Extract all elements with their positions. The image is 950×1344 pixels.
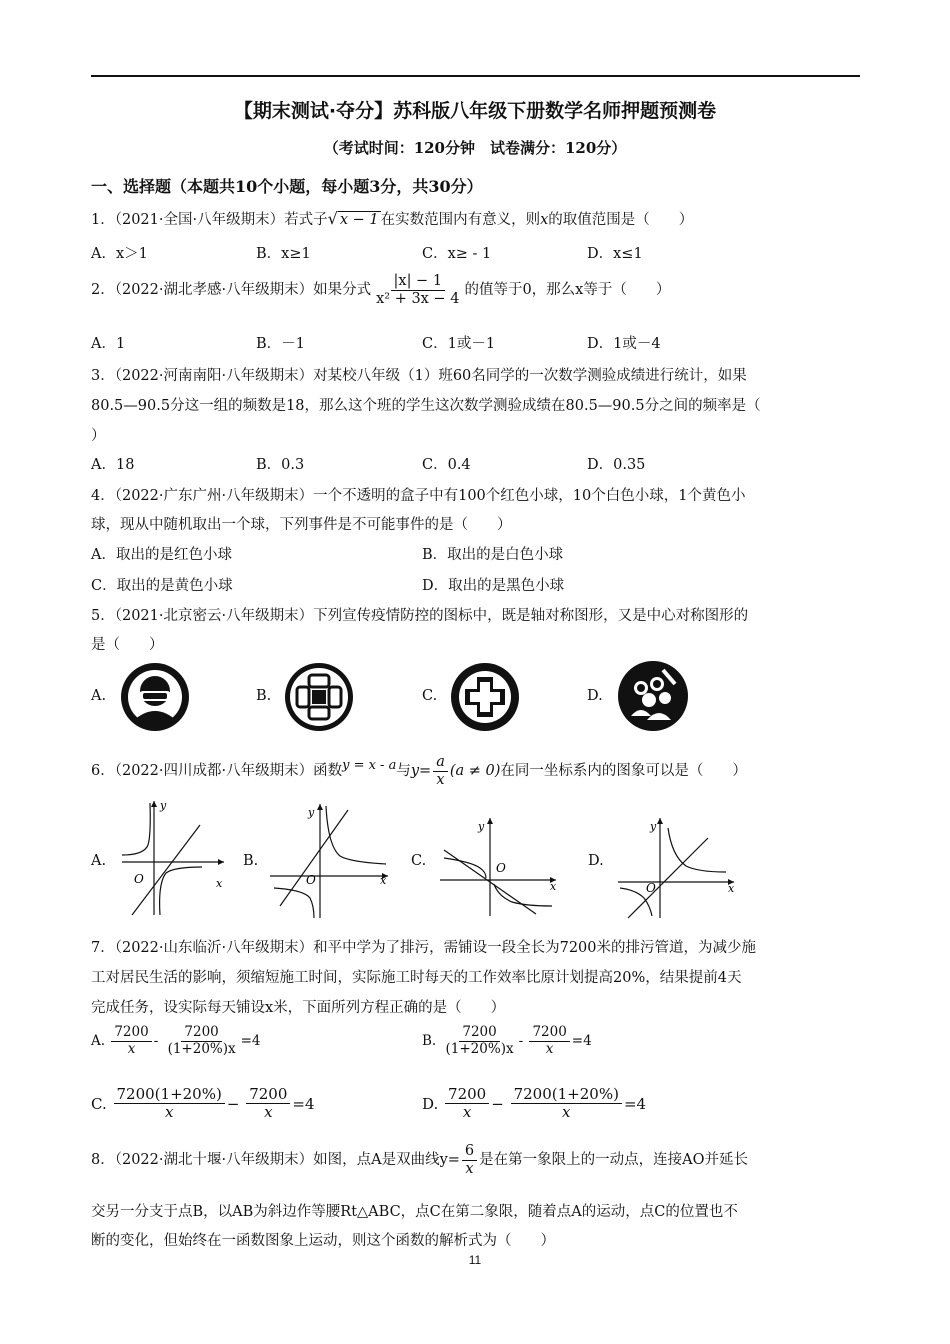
header-rule — [91, 75, 860, 77]
q7-option-c[interactable]: C. $\frac{7200(1+20\%)}{x}$ − $\frac{7200}{x}$ =4 — [91, 1085, 315, 1122]
q6-graph-d — [614, 814, 739, 920]
q5-option-b[interactable]: B. — [256, 688, 272, 704]
q6-option-a[interactable]: A. — [91, 853, 107, 869]
question-5-line-1: 5．（2021·北京密云·八年级期末）下列宣传疫情防控的图标中，既是轴对称图形，又是中心对称图形的 — [91, 608, 749, 624]
question-3-line-1: 3．（2022·河南南阳·八年级期末）对某校八年级（1）班60名同学的一次数学测验成绩进行统计，如果 — [91, 368, 747, 384]
q1-option-c[interactable]: C．x≥ - 1 — [422, 246, 492, 262]
question-8-line-3: 断的变化，但始终在一函数图象上运动，则这个函数的解析式为（ ） — [91, 1233, 555, 1249]
q4-option-b[interactable]: B．取出的是白色小球 — [422, 547, 564, 563]
question-7-line-3: 完成任务，设实际每天铺设x米，下面所列方程正确的是（ ） — [91, 1000, 506, 1016]
q3-option-b[interactable]: B．0.3 — [256, 457, 305, 473]
q8-fraction: $\frac{6}{x}$ — [462, 1143, 477, 1177]
q6-option-c[interactable]: C. — [411, 853, 427, 869]
question-8-line-2: 交另一分支于点B，以AB为斜边作等腰Rt△ABC，点C在第二象限，随着点A的运动，点C的位置也不 — [91, 1204, 738, 1220]
origin-label: O — [306, 873, 316, 887]
q4-option-c[interactable]: C．取出的是黄色小球 — [91, 578, 233, 594]
q4-option-d[interactable]: D．取出的是黑色小球 — [422, 578, 565, 594]
q7-option-a[interactable]: A. $\frac{7200}{x}$ - $\frac{7200}{(1+20\%)x}$ =4 — [91, 1024, 261, 1057]
q2-fraction: $\frac{|x| - 1}{\text{x² + 3x − 4}}$ — [376, 273, 460, 307]
question-3-line-3: ） — [91, 428, 106, 444]
q6-option-d[interactable]: D. — [588, 853, 604, 869]
no-crowd-icon — [617, 660, 689, 732]
question-1: 1．（2021·全国·八年级期末）若式子√ x − 1 在实数范围内有意义，则x的取值范围是（ ） — [91, 209, 694, 228]
q7-option-b[interactable]: B. $\frac{7200}{(1+20\%)x}$ - $\frac{7200}{x}$ =4 — [422, 1024, 592, 1057]
q2-option-d[interactable]: D．1或－4 — [587, 336, 661, 352]
question-4-line-2: 球，现从中随机取出一个球，下列事件是不可能事件的是（ ） — [91, 517, 512, 533]
axis-y-label: y — [160, 799, 167, 812]
q1-option-a[interactable]: A．x＞1 — [91, 246, 148, 262]
axis-y-label: y — [478, 820, 485, 833]
q2-option-a[interactable]: A．1 — [91, 336, 126, 352]
q5-option-d[interactable]: D. — [587, 688, 603, 704]
axis-y-label: y — [650, 820, 657, 833]
q7-option-d[interactable]: D. $\frac{7200}{x}$ − $\frac{7200(1+20\%)}{x}$ =4 — [422, 1085, 647, 1122]
q2-option-b[interactable]: B．－1 — [256, 336, 305, 352]
q3-option-a[interactable]: A．18 — [91, 457, 135, 473]
q4-option-a[interactable]: A．取出的是红色小球 — [91, 547, 232, 563]
q3-option-d[interactable]: D．0.35 — [587, 457, 646, 473]
exam-info: （考试时间：120分钟 试卷满分：120分） — [323, 139, 627, 157]
question-8: 8．（2022·湖北十堰·八年级期末）如图，点A是双曲线y= $\frac{6}{x}$ 是在第一象限上的一动点，连接AO并延长 — [91, 1143, 748, 1177]
axis-y-label: y — [308, 806, 315, 819]
origin-label: O — [496, 861, 506, 875]
origin-label: O — [646, 881, 656, 895]
section-heading: 一、选择题（本题共10个小题，每小题3分，共30分） — [91, 177, 483, 196]
axis-x-label: x — [550, 880, 557, 893]
q6-fraction: $\frac{a}{x}$ — [433, 754, 448, 788]
q1-option-b[interactable]: B．x≥1 — [256, 246, 311, 262]
question-4-line-1: 4．（2022·广东广州·八年级期末）一个不透明的盒子中有100个红色小球，10个白色小球，1个黄色小 — [91, 488, 746, 504]
q3-option-c[interactable]: C．0.4 — [422, 457, 471, 473]
axis-x-label: x — [728, 882, 735, 895]
q1-option-d[interactable]: D．x≤1 — [587, 246, 643, 262]
question-3-line-2: 80.5—90.5分这一组的频数是18，那么这个班的学生这次数学测验成绩在80.5—90.5分之间的频率是（ — [91, 398, 761, 414]
q2-option-c[interactable]: C．1或－1 — [422, 336, 496, 352]
q6-graph-b — [268, 800, 393, 920]
q6-graph-c — [436, 814, 561, 918]
question-7-line-2: 工对居民生活的影响，须缩短施工时间，实际施工时每天的工作效率比原计划提高20%，结果提前4天 — [91, 970, 742, 986]
joined-hands-icon — [283, 661, 355, 733]
question-7-line-1: 7．（2022·山东临沂·八年级期末）和平中学为了排污，需铺设一段全长为7200米的排污管道，为减少施 — [91, 940, 756, 956]
question-5-line-2: 是（ ） — [91, 637, 164, 653]
axis-x-label: x — [216, 877, 223, 890]
origin-label: O — [134, 872, 144, 886]
question-6: 6．（2022·四川成都·八年级期末）函数y = x - a与y= $\frac{a}{x}$ (a ≠ 0)在同一坐标系内的图象可以是（ ） — [91, 754, 747, 788]
medical-cross-icon — [449, 661, 521, 733]
q6-option-b[interactable]: B. — [243, 853, 259, 869]
q5-option-a[interactable]: A. — [91, 688, 107, 704]
axis-x-label: x — [380, 874, 387, 887]
page-number: 11 — [468, 1253, 482, 1267]
q5-option-c[interactable]: C. — [422, 688, 438, 704]
masked-face-icon — [119, 661, 191, 733]
question-2: 2．（2022·湖北孝感·八年级期末）如果分式 $\frac{|x| - 1}{\text{x² + 3x − 4}}$ 的值等于0，那么x等于（ ） — [91, 273, 671, 307]
q6-graph-a — [118, 795, 228, 917]
page-title: 【期末测试·夺分】苏科版八年级下册数学名师押题预测卷 — [233, 100, 717, 122]
